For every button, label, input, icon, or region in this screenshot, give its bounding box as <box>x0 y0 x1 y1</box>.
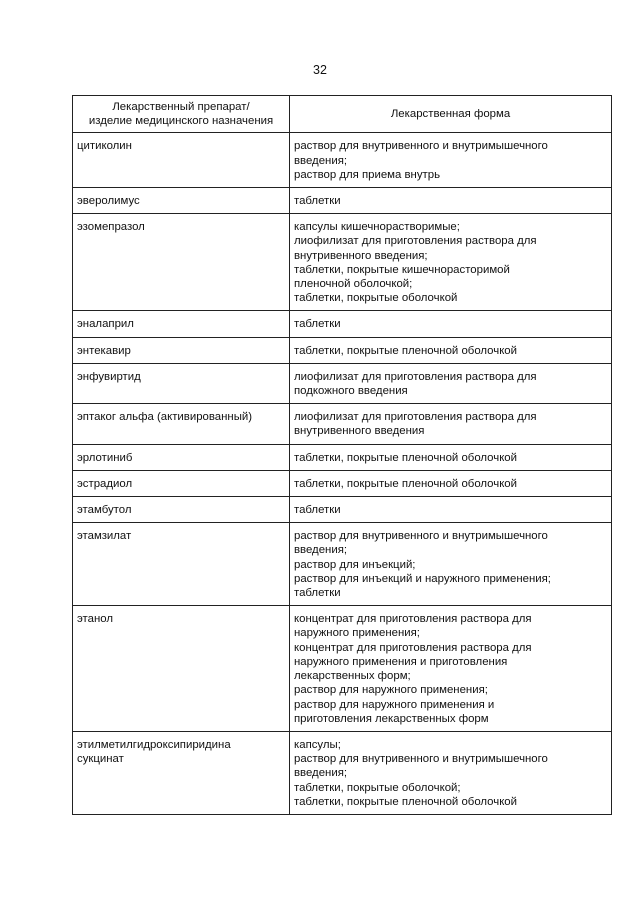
dosage-form-line: таблетки, покрытые пленочной оболочкой <box>294 344 518 357</box>
dosage-form-line: раствор для внутривенного и внутримышечного <box>294 530 548 543</box>
dosage-form-line: таблетки, покрытые оболочкой <box>294 292 458 305</box>
dosage-form-cell <box>290 523 612 606</box>
dosage-form-cell <box>290 470 612 496</box>
dosage-form-cell <box>290 337 612 363</box>
dosage-form-cell <box>290 133 612 188</box>
dosage-form-cell <box>290 497 612 523</box>
table-row <box>73 188 612 214</box>
table-row <box>73 214 612 311</box>
dosage-form-line: внутривенного введения <box>294 425 425 438</box>
dosage-form-cell <box>290 363 612 403</box>
drug-name: цитиколин <box>77 140 132 153</box>
dosage-form-line: приготовления лекарственных форм <box>294 712 489 725</box>
page-number: 32 <box>313 63 327 77</box>
dosage-form-line: таблетки <box>294 195 341 208</box>
dosage-form-line: введения; <box>294 767 348 780</box>
drug-name: эптаког альфа (активированный) <box>77 411 253 424</box>
table-row <box>73 606 612 732</box>
dosage-form-line: концентрат для приготовления раствора для <box>294 641 532 654</box>
dosage-form-cell <box>290 444 612 470</box>
table-row <box>73 497 612 523</box>
table-row <box>73 404 612 444</box>
dosage-form-line: таблетки <box>294 318 341 331</box>
dosage-form-line: концентрат для приготовления раствора для <box>294 613 532 626</box>
drug-name-cell <box>73 404 290 444</box>
dosage-form-cell <box>290 731 612 814</box>
drug-name: сукцинат <box>77 753 124 766</box>
dosage-form-cell <box>290 606 612 732</box>
drug-name: эрлотиниб <box>77 451 133 464</box>
drug-name: этилметилгидроксипиридина <box>77 738 231 751</box>
drug-name: эверолимус <box>77 195 140 208</box>
dosage-form-cell <box>290 188 612 214</box>
drug-name: энтекавир <box>77 344 131 357</box>
drug-name: эзомепразол <box>77 221 145 234</box>
dosage-form-line: лиофилизат для приготовления раствора для <box>294 411 537 424</box>
table-row <box>73 363 612 403</box>
table-row <box>73 523 612 606</box>
dosage-form-line: лекарственных форм; <box>294 670 411 683</box>
dosage-form-line: таблетки, покрытые пленочной оболочкой <box>294 795 518 808</box>
drug-name-cell <box>73 311 290 337</box>
dosage-form-line: таблетки, покрытые оболочкой; <box>294 781 461 794</box>
dosage-form-line: таблетки <box>294 587 341 600</box>
dosage-form-cell <box>290 214 612 311</box>
table-row <box>73 311 612 337</box>
table-row <box>73 133 612 188</box>
drug-name: эналаприл <box>77 318 134 331</box>
dosage-form-cell <box>290 311 612 337</box>
dosage-form-line: таблетки, покрытые кишечнорасторимой <box>294 263 510 276</box>
drug-name: эстрадиол <box>77 477 133 490</box>
drug-name-cell <box>73 363 290 403</box>
drug-name-cell <box>73 214 290 311</box>
drug-name-cell <box>73 523 290 606</box>
dosage-form-line: раствор для инъекций и наружного применения; <box>294 572 551 585</box>
drug-name: энфувиртид <box>77 370 141 383</box>
dosage-form-line: пленочной оболочкой; <box>294 278 413 291</box>
drug-name-cell <box>73 133 290 188</box>
drug-name-cell <box>73 470 290 496</box>
dosage-form-line: подкожного введения <box>294 385 408 398</box>
dosage-form-line: раствор для приема внутрь <box>294 168 441 181</box>
dosage-form-line: раствор для внутривенного и внутримышечного <box>294 753 548 766</box>
drug-name-cell <box>73 731 290 814</box>
dosage-form-line: раствор для инъекций; <box>294 558 416 571</box>
header-dosage-form: Лекарственная форма <box>290 96 612 133</box>
dosage-form-line: введения; <box>294 154 348 167</box>
drug-table <box>72 95 612 815</box>
dosage-form-line: лиофилизат для приготовления раствора для <box>294 370 537 383</box>
dosage-form-cell <box>290 404 612 444</box>
table-row <box>73 337 612 363</box>
drug-name-cell <box>73 188 290 214</box>
dosage-form-line: таблетки, покрытые пленочной оболочкой <box>294 451 518 464</box>
dosage-form-line: капсулы; <box>294 738 341 751</box>
drug-name-cell <box>73 444 290 470</box>
table-row <box>73 731 612 814</box>
drug-name-cell <box>73 606 290 732</box>
table-row <box>73 444 612 470</box>
dosage-form-line: наружного применения; <box>294 627 420 640</box>
dosage-form-line: капсулы кишечнорастворимые; <box>294 221 460 234</box>
dosage-form-line: таблетки <box>294 504 341 517</box>
table-header-row <box>73 96 612 133</box>
dosage-form-line: таблетки, покрытые пленочной оболочкой <box>294 477 518 490</box>
dosage-form-line: раствор для наружного применения; <box>294 684 488 697</box>
header-drug-name: Лекарственный препарат/ изделие медицинского назначения <box>73 96 290 133</box>
dosage-form-line: раствор для внутривенного и внутримышечного <box>294 140 548 153</box>
dosage-form-line: лиофилизат для приготовления раствора для <box>294 235 537 248</box>
drug-name-cell <box>73 497 290 523</box>
drug-name: этанол <box>77 613 114 626</box>
dosage-form-line: раствор для наружного применения и <box>294 698 495 711</box>
dosage-form-line: внутривенного введения; <box>294 249 428 262</box>
dosage-form-line: введения; <box>294 544 348 557</box>
drug-name: этамбутол <box>77 504 132 517</box>
dosage-form-line: наружного применения и приготовления <box>294 655 508 668</box>
table-row <box>73 470 612 496</box>
drug-name-cell <box>73 337 290 363</box>
drug-name: этамзилат <box>77 530 132 543</box>
